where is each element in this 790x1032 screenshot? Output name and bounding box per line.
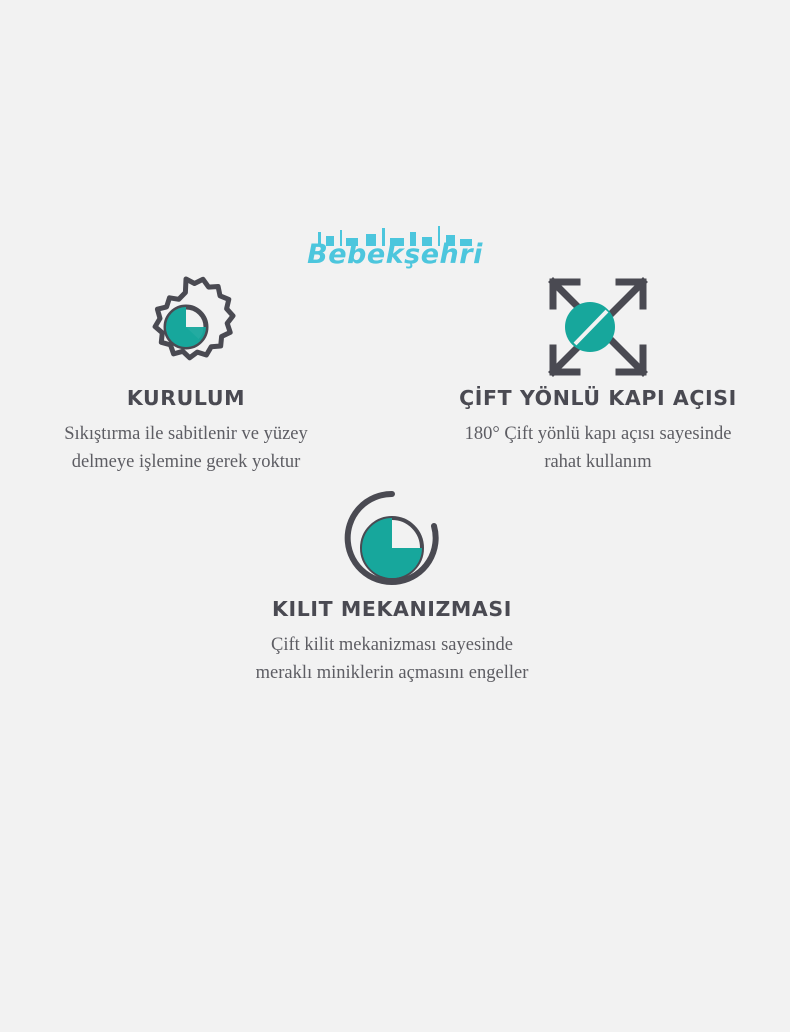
feature-kilit-mekanizmasi [242, 483, 542, 687]
expand-arrows-icon [450, 272, 746, 382]
lock-circle-icon [242, 483, 542, 593]
gear-icon [36, 272, 336, 382]
feature-title: KILIT MEKANIZMASI [272, 597, 512, 621]
feature-title: KURULUM [126, 386, 246, 410]
feature-kurulum [36, 272, 336, 476]
feature-description: Sıkıştırma ile sabitlenir ve yüzey delmeye işlemine gerek yoktur [64, 424, 308, 472]
feature-title: ÇİFT YÖNLÜ KAPI AÇISI [459, 386, 737, 410]
feature-description: 180° Çift yönlü kapı açısı sayesinde rahat kullanım [464, 424, 732, 472]
feature-kapi-acisi [450, 272, 746, 476]
feature-description: Çift kilit mekanizması sayesinde meraklı miniklerin açmasını engeller [255, 635, 529, 683]
brand-name: Bebekşehri [307, 239, 483, 270]
